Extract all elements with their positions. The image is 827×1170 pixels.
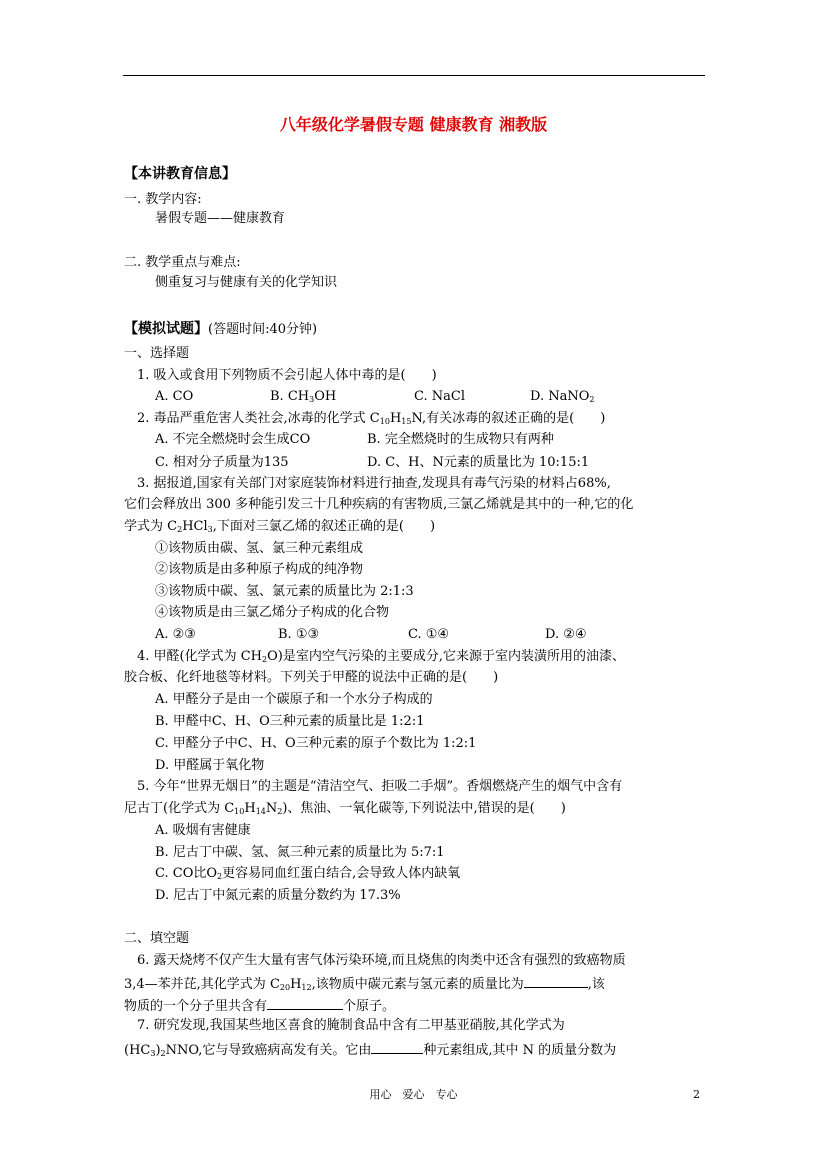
- exam-time: (答题时间:40分钟): [208, 322, 318, 337]
- q7-blank-1[interactable]: [371, 1041, 423, 1054]
- q6-blank-1[interactable]: [524, 975, 588, 988]
- q3-option-a: A. ②③: [155, 627, 196, 642]
- q1-option-b: B. $CH_3OH$: [270, 389, 337, 404]
- page-number: 2: [693, 1088, 700, 1101]
- q3-statement-1: ①该物质由碳、氢、氯三种元素组成: [155, 541, 364, 556]
- q4-option-b: B. 甲醛中C、H、O三种元素的质量比是 1:2:1: [155, 714, 425, 729]
- q3-statement-2: ②该物质是由多种原子构成的纯净物: [155, 562, 364, 577]
- q5-line-2: 尼古丁(化学式为 $C_{10}H_{14}N_2$)、焦油、一氧化碳等,下列说法中,错误的是( ): [124, 801, 566, 816]
- section-heading-exam: [124, 322, 317, 336]
- q6-line-1: 6. 露天烧烤不仅产生大量有害气体污染环境,而且烧焦的肉类中还含有强烈的致癌物质: [137, 953, 626, 968]
- q1-stem: 1. 吸入或食用下列物质不会引起人体中毒的是( ): [137, 368, 437, 383]
- q2-stem: 2. 毒品严重危害人类社会,冰毒的化学式 $C_{10}H_{15}N$,有关冰毒的叙述正确的是( ): [137, 411, 606, 426]
- page-footer: 用心 爱心 专心: [369, 1088, 458, 1101]
- q4-line-2: 胶合板、化纤地毯等材料。下列关于甲醛的说法中正确的是( ): [124, 670, 499, 685]
- q2-option-b: B. 完全燃烧时的生成物只有两种: [367, 432, 554, 447]
- q7-line-1: 7. 研究发现,我国某些地区喜食的腌制食品中含有二甲基亚硝胺,其化学式为: [137, 1018, 565, 1033]
- q1-option-d: D. NaNO$_2$: [530, 389, 595, 404]
- q6-line-2: 3,4—苯并芘,其化学式为 $C_{20}H_{12}$,该物质中碳元素与氢元素的质量比为 ,该: [124, 977, 605, 992]
- page-title: 八年级化学暑假专题 健康教育 湘教版: [279, 115, 548, 134]
- key-points-text: 侧重复习与健康有关的化学知识: [155, 275, 338, 290]
- q6-line-3: 物质的一个分子里共含有 个原子。: [124, 999, 396, 1014]
- teaching-content-text: 暑假专题——健康教育: [155, 211, 286, 226]
- header-rule: [123, 75, 705, 76]
- q2-option-d: D. C、H、N元素的质量比为 10:15:1: [367, 455, 590, 470]
- q4-option-d: D. 甲醛属于氧化物: [155, 758, 265, 773]
- q3-statement-3: ③该物质中碳、氢、氯元素的质量比为 2:1:3: [155, 584, 414, 599]
- q2-option-c: C. 相对分子质量为135: [155, 455, 289, 470]
- q1-option-a: A. CO: [155, 389, 194, 404]
- exam-heading: 【模拟试题】: [124, 321, 208, 337]
- section-heading-info: 【本讲教育信息】: [124, 166, 236, 182]
- part-fill-in-blank: 二、填空题: [124, 931, 190, 946]
- q3-option-d: D. ②④: [545, 627, 587, 642]
- q6-blank-2[interactable]: [267, 997, 343, 1010]
- key-points-label: 二. 教学重点与难点:: [124, 255, 241, 270]
- q3-line-2: 它们会释放出 300 多种能引发三十几种疾病的有害物质,三氯乙烯就是其中的一种,它的化: [124, 497, 634, 512]
- q3-line-3: 学式为 $C_2HCl_3$,下面对三氯乙烯的叙述正确的是( ): [124, 519, 436, 534]
- q7-line-2: $(HC_3)_2NNO$,它与导致癌病高发有关。它由 种元素组成,其中 N 的质量分数为: [124, 1043, 617, 1058]
- q5-option-a: A. 吸烟有害健康: [155, 823, 251, 838]
- q5-line-1: 5. 今年“世界无烟日”的主题是“清洁空气、拒吸二手烟”。香烟燃烧产生的烟气中含有: [137, 779, 623, 794]
- q4-option-a: A. 甲醛分子是由一个碳原子和一个水分子构成的: [155, 692, 433, 707]
- part-multiple-choice: 一、选择题: [124, 346, 190, 361]
- q5-option-b: B. 尼古丁中碳、氢、氮三种元素的质量比为 5:7:1: [155, 845, 445, 860]
- q5-option-d: D. 尼古丁中氮元素的质量分数约为 17.3%: [155, 888, 401, 903]
- teaching-content-label: 一. 教学内容:: [124, 192, 202, 207]
- q4-line-1: 4. 甲醛(化学式为 $CH_2O$)是室内空气污染的主要成分,它来源于室内装潢所用的油漆、: [137, 649, 625, 664]
- q2-option-a: A. 不完全燃烧时会生成CO: [155, 432, 311, 447]
- q3-line-1: 3. 据报道,国家有关部门对家庭装饰材料进行抽查,发现具有毒气污染的材料占68%,: [137, 476, 611, 491]
- q1-option-c: C. NaCl: [414, 389, 465, 404]
- q3-option-c: C. ①④: [408, 627, 450, 642]
- q3-option-b: B. ①③: [278, 627, 320, 642]
- q4-option-c: C. 甲醛分子中C、H、O三种元素的原子个数比为 1:2:1: [155, 736, 477, 751]
- q5-option-c: C. CO比$O_2$更容易同血红蛋白结合,会导致人体内缺氧: [155, 866, 461, 881]
- q3-statement-4: ④该物质是由三氯乙烯分子构成的化合物: [155, 605, 390, 620]
